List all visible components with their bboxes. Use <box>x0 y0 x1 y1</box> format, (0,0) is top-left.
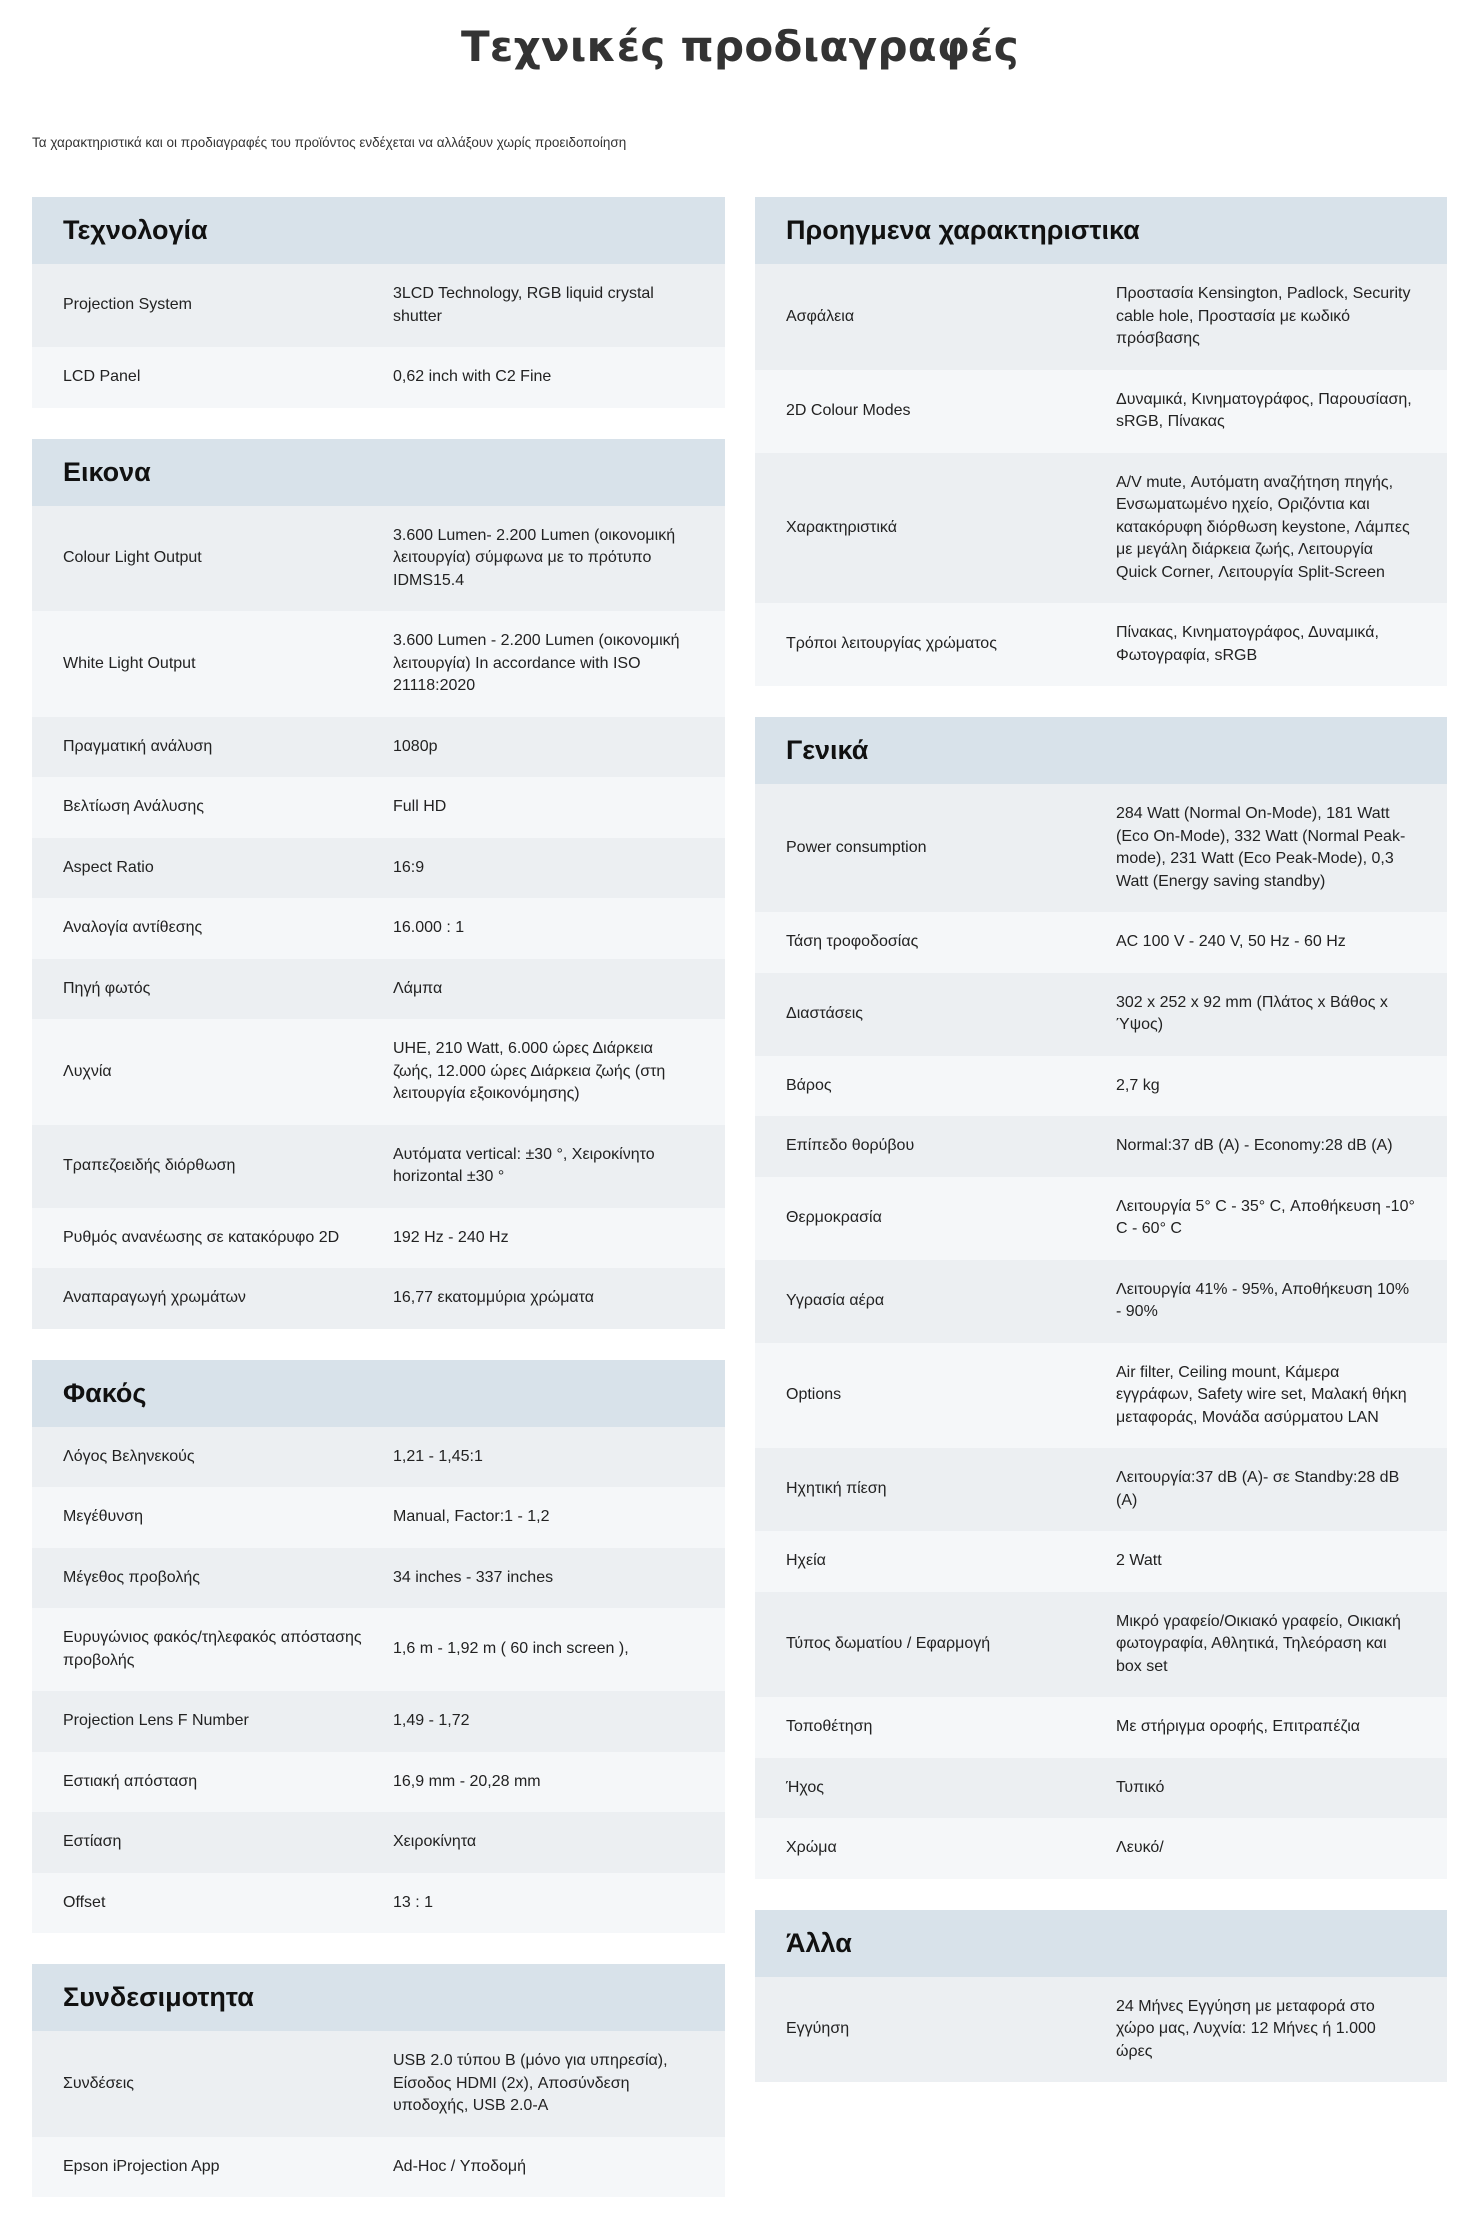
specs-column-left <box>32 197 725 2228</box>
spec-label: White Light Output <box>63 654 196 672</box>
spec-row <box>755 1177 1447 1260</box>
spec-row <box>32 717 725 778</box>
spec-card-title: Τεχνολογία <box>63 215 208 245</box>
spec-card <box>32 1964 725 2197</box>
spec-label: Ρυθμός ανανέωσης σε κατακόρυφο 2D <box>63 1228 340 1246</box>
spec-row <box>755 264 1447 370</box>
spec-label: Μέγεθος προβολής <box>63 1568 200 1586</box>
spec-row <box>755 1758 1447 1819</box>
spec-row <box>755 1343 1447 1449</box>
spec-value: Λειτουργία 41% - 95%, Αποθήκευση 10% - 90% <box>1116 1280 1410 1320</box>
spec-value: Δυναμικά, Κινηματογράφος, Παρουσίαση, sRGB, Πίνακας <box>1116 390 1412 430</box>
spec-row <box>32 264 725 347</box>
spec-row <box>32 959 725 1020</box>
spec-label: Πηγή φωτός <box>63 979 151 997</box>
spec-table <box>32 2031 725 2197</box>
spec-label: Διαστάσεις <box>786 1004 863 1022</box>
spec-card <box>32 197 725 408</box>
spec-card-header <box>32 1360 725 1427</box>
spec-label: Επίπεδο θορύβου <box>786 1137 915 1154</box>
spec-table <box>32 1427 725 1934</box>
spec-value: AC 100 V - 240 V, 50 Hz - 60 Hz <box>1116 933 1346 950</box>
page-title: Τεχνικές προδιαγραφές <box>460 22 1019 71</box>
spec-value: Normal:37 dB (A) - Economy:28 dB (A) <box>1116 1137 1393 1154</box>
spec-value: A/V mute, Αυτόματη αναζήτηση πηγής, Ενσωματωμένο ηχείο, Οριζόντια και κατακόρυφη διόρθωση keystone, Λάμπες με μεγάλη διάρκεια ζωής, Λειτουργία Quick Corner, Λειτουργία Split-Screen <box>1116 473 1410 581</box>
spec-row <box>755 453 1447 604</box>
spec-label: Offset <box>63 1893 106 1911</box>
spec-row <box>32 1873 725 1934</box>
spec-value: 1,49 - 1,72 <box>393 1712 470 1729</box>
spec-value: UHE, 210 Watt, 6.000 ώρες Διάρκεια ζωής, 12.000 ώρες Διάρκεια ζωής (στη λειτουργία εξοικονόμησης) <box>393 1040 666 1102</box>
spec-label: LCD Panel <box>63 368 141 385</box>
spec-label: Μεγέθυνση <box>63 1508 144 1525</box>
spec-row <box>755 1977 1447 2083</box>
spec-card-header <box>755 717 1447 784</box>
spec-label: Χαρακτηριστικά <box>786 518 897 536</box>
spec-label: Colour Light Output <box>63 549 202 566</box>
spec-value: Λάμπα <box>393 979 443 997</box>
spec-label: Τραπεζοειδής διόρθωση <box>63 1156 236 1174</box>
spec-row <box>755 784 1447 912</box>
spec-label: Υγρασία αέρα <box>786 1291 885 1309</box>
spec-label: Τάση τροφοδοσίας <box>786 933 919 950</box>
spec-label: Εγγύηση <box>786 2020 850 2037</box>
spec-card-title: Γενικά <box>786 735 869 765</box>
spec-row <box>755 1592 1447 1698</box>
spec-label: Τοποθέτηση <box>786 1718 873 1735</box>
spec-row <box>32 2137 725 2198</box>
spec-label: Projection System <box>63 296 192 314</box>
spec-row <box>32 1427 725 1488</box>
spec-label: Λόγος Βεληνεκούς <box>63 1447 195 1465</box>
spec-card <box>755 717 1447 1879</box>
spec-row <box>755 603 1447 686</box>
spec-row <box>32 2031 725 2137</box>
spec-label: Συνδέσεις <box>63 2074 134 2092</box>
spec-label: Βάρος <box>786 1076 832 1094</box>
spec-value: Αυτόματα vertical: ±30 °, Χειροκίνητο horizontal ±30 ° <box>393 1145 655 1185</box>
spec-label: Βελτίωση Ανάλυσης <box>63 798 204 815</box>
spec-value: 13 : 1 <box>393 1893 434 1911</box>
spec-label: Πραγματική ανάλυση <box>63 737 213 755</box>
spec-label: Options <box>786 1386 842 1403</box>
spec-row <box>755 912 1447 973</box>
spec-row <box>32 1691 725 1752</box>
spec-label: Ασφάλεια <box>786 307 855 325</box>
spec-value: 3.600 Lumen- 2.200 Lumen (οικονομική λειτουργία) σύμφωνα με το πρότυπο IDMS15.4 <box>393 526 676 589</box>
spec-card-header <box>32 439 725 506</box>
spec-card-header <box>755 1910 1447 1977</box>
spec-row <box>755 1697 1447 1758</box>
spec-row <box>755 370 1447 453</box>
spec-value: Με στήριγμα οροφής, Επιτραπέζια <box>1116 1718 1361 1735</box>
spec-row <box>32 347 725 408</box>
spec-row <box>32 1208 725 1269</box>
spec-label: Projection Lens F Number <box>63 1712 249 1729</box>
spec-value: USB 2.0 τύπου B (μόνο για υπηρεσία), Είσοδος HDMI (2x), Αποσύνδεση υποδοχής, USB 2.0-A <box>393 2052 668 2114</box>
spec-row <box>755 1116 1447 1177</box>
spec-value: 192 Hz - 240 Hz <box>393 1228 509 1246</box>
spec-row <box>32 1812 725 1873</box>
spec-label: Εστίαση <box>63 1833 122 1850</box>
spec-label: Αναλογία αντίθεσης <box>63 919 203 936</box>
spec-label: 2D Colour Modes <box>786 401 911 419</box>
spec-row <box>32 838 725 899</box>
spec-label: Λυχνία <box>63 1062 112 1080</box>
spec-value: Ad-Hoc / Υποδομή <box>393 2157 526 2175</box>
spec-row <box>32 1487 725 1548</box>
spec-table <box>32 506 725 1329</box>
spec-row <box>32 1268 725 1329</box>
spec-row <box>755 1260 1447 1343</box>
spec-card-header <box>32 197 725 264</box>
spec-row <box>32 1608 725 1691</box>
spec-label: Power consumption <box>786 838 927 856</box>
spec-value: 1,21 - 1,45:1 <box>393 1447 483 1465</box>
spec-card <box>755 197 1447 686</box>
spec-card-title: Άλλα <box>786 1927 852 1958</box>
spec-value: 1080p <box>393 737 438 755</box>
spec-value: Λευκό/ <box>1116 1839 1164 1856</box>
spec-value: 302 x 252 x 92 mm (Πλάτος x Βάθος x Ύψος) <box>1116 993 1388 1033</box>
spec-card-title: Προηγμενα χαρακτηριστικα <box>786 215 1140 245</box>
spec-value: Προστασία Kensington, Padlock, Security cable hole, Προστασία με κωδικό πρόσβασης <box>1116 285 1411 347</box>
spec-value: 24 Μήνες Εγγύηση με μεταφορά στο χώρο μας, Λυχνία: 12 Μήνες ή 1.000 ώρες <box>1116 1997 1376 2060</box>
spec-value: Λειτουργία:37 dB (A)- σε Standby:28 dB (A) <box>1116 1469 1400 1509</box>
spec-value: Full HD <box>393 798 447 815</box>
spec-label: Τρόποι λειτουργίας χρώματος <box>786 635 997 653</box>
spec-row <box>755 1056 1447 1117</box>
spec-value: 16,9 mm - 20,28 mm <box>393 1772 541 1790</box>
spec-row <box>32 1125 725 1208</box>
spec-value: 16.000 : 1 <box>393 919 465 936</box>
spec-label: Εστιακή απόσταση <box>63 1772 198 1790</box>
spec-label: Ηχητική πίεση <box>786 1480 887 1498</box>
spec-row <box>32 506 725 612</box>
spec-card <box>32 439 725 1329</box>
spec-row <box>32 898 725 959</box>
spec-card <box>32 1360 725 1934</box>
spec-value: 2 Watt <box>1116 1552 1162 1569</box>
spec-card-title: Εικονα <box>63 456 151 487</box>
spec-value: 0,62 inch with C2 Fine <box>393 368 552 385</box>
spec-value: 34 inches - 337 inches <box>393 1568 554 1586</box>
spec-value: Air filter, Ceiling mount, Κάμερα εγγράφων, Safety wire set, Μαλακή θήκη μεταφοράς, Μονάδα ασύρματου LAN <box>1116 1363 1407 1426</box>
spec-row <box>755 1448 1447 1531</box>
spec-card <box>755 1910 1447 2083</box>
spec-label: Aspect Ratio <box>63 858 154 876</box>
spec-value: 2,7 kg <box>1116 1076 1160 1094</box>
spec-card-title: Συνδεσιμοτητα <box>63 1982 254 2012</box>
spec-value: Χειροκίνητα <box>393 1833 477 1850</box>
spec-table <box>755 264 1447 686</box>
spec-label: Ήχος <box>786 1778 824 1796</box>
spec-value: 3.600 Lumen - 2.200 Lumen (οικονομική λειτουργία) In accordance with ISO 21118:2020 <box>393 632 680 694</box>
spec-value: 3LCD Technology, RGB liquid crystal shutter <box>393 285 654 325</box>
spec-row <box>755 1531 1447 1592</box>
spec-card-header <box>755 197 1447 264</box>
spec-table <box>755 784 1447 1879</box>
spec-row <box>32 1548 725 1609</box>
spec-table <box>755 1977 1447 2083</box>
spec-row <box>32 611 725 717</box>
spec-row <box>755 1818 1447 1879</box>
spec-label: Τύπος δωματίου / Εφαρμογή <box>786 1635 991 1652</box>
spec-label: Epson iProjection App <box>63 2157 220 2175</box>
spec-card-title: Φακός <box>63 1377 147 1408</box>
spec-row <box>32 777 725 838</box>
specs-column-right <box>755 197 1447 2113</box>
spec-value: 284 Watt (Normal On-Mode), 181 Watt (Eco On-Mode), 332 Watt (Normal Peak-mode), 231 Watt (Eco Peak-Mode), 0,3 Watt (Energy saving standby) <box>1116 805 1406 890</box>
spec-value: Μικρό γραφείο/Οικιακό γραφείο, Οικιακή φωτογραφία, Αθλητικά, Τηλεόραση και box set <box>1116 1612 1401 1675</box>
spec-value: 16:9 <box>393 858 425 876</box>
spec-row <box>755 973 1447 1056</box>
spec-table <box>32 264 725 408</box>
spec-label: Ευρυγώνιος φακός/τηλεφακός απόστασης προβολής <box>63 1629 362 1669</box>
spec-row <box>32 1752 725 1813</box>
disclaimer-text: Τα χαρακτηριστικά και οι προδιαγραφές του προϊόντος ενδέχεται να αλλάξουν χωρίς προειδοποίηση <box>32 135 627 150</box>
spec-value: 16,77 εκατομμύρια χρώματα <box>393 1289 595 1306</box>
spec-value: Πίνακας, Κινηματογράφος, Δυναμικά, Φωτογραφία, sRGB <box>1116 624 1379 664</box>
spec-label: Θερμοκρασία <box>786 1208 882 1226</box>
spec-row <box>32 1019 725 1125</box>
spec-label: Αναπαραγωγή χρωμάτων <box>63 1289 246 1306</box>
spec-value: Manual, Factor:1 - 1,2 <box>393 1508 550 1525</box>
spec-label: Χρώμα <box>786 1839 837 1856</box>
spec-label: Ηχεία <box>786 1552 826 1569</box>
spec-value: 1,6 m - 1,92 m ( 60 inch screen ), <box>393 1640 629 1658</box>
spec-card-header <box>32 1964 725 2031</box>
spec-value: Λειτουργία 5° C - 35° C, Αποθήκευση -10° C - 60° C <box>1116 1197 1415 1237</box>
spec-value: Τυπικό <box>1116 1778 1165 1796</box>
